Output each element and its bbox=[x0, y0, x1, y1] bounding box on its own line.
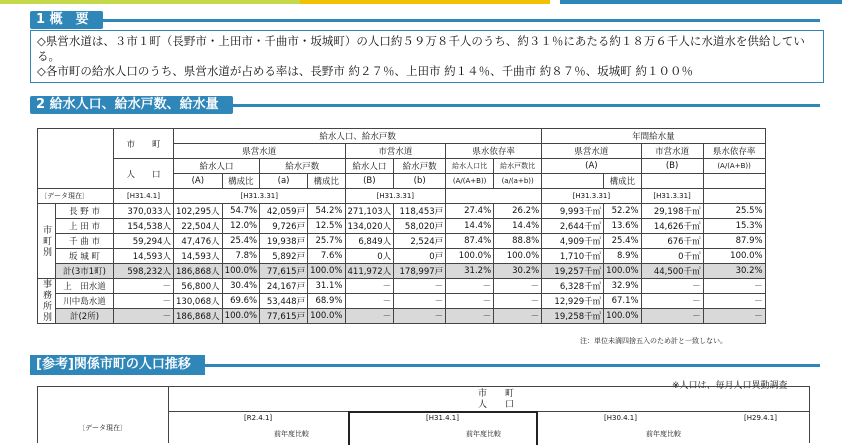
header-dep-formula-2: (a/(a+b)) bbox=[494, 174, 542, 189]
cell-d1: 27.4% bbox=[446, 204, 494, 219]
cell-va: 4,909千㎥ bbox=[542, 234, 604, 249]
data-date-pref: [H31.3.31] bbox=[174, 189, 346, 204]
cell-vd: 30.2% bbox=[703, 264, 765, 279]
header-a-small: (a) bbox=[260, 174, 308, 189]
cell-vr: 32.9% bbox=[604, 279, 641, 294]
cell-r1: 30.4% bbox=[222, 279, 259, 294]
cell-d2: 26.2% bbox=[494, 204, 542, 219]
cell-d2: 30.2% bbox=[494, 264, 542, 279]
cell-ha: 9,726戸 bbox=[260, 219, 308, 234]
cell-vd: － bbox=[703, 309, 765, 324]
reference-date-h30: [H30.4.1] bbox=[604, 414, 637, 422]
cell-pb: 134,020人 bbox=[345, 219, 394, 234]
cell-d2: － bbox=[494, 279, 542, 294]
header-dep-formula-1: (A/(A+B)) bbox=[446, 174, 494, 189]
cell-pop: 598,232人 bbox=[114, 264, 174, 279]
cell-va: 6,328千㎥ bbox=[542, 279, 604, 294]
cell-va: 9,993千㎥ bbox=[542, 204, 604, 219]
cell-vb: 676千㎥ bbox=[641, 234, 703, 249]
cell-pop: 154,538人 bbox=[114, 219, 174, 234]
reference-header bbox=[30, 355, 820, 375]
cell-pb: 0人 bbox=[345, 249, 394, 264]
header-vol-b: (B) bbox=[641, 159, 703, 174]
header-corner bbox=[38, 129, 114, 189]
cell-vr: 100.0% bbox=[604, 309, 641, 324]
top-color-strip bbox=[0, 0, 842, 6]
header-muni2: 市営水道 bbox=[641, 144, 703, 159]
cell-r1: 12.0% bbox=[222, 219, 259, 234]
header-hh-b: 給水戸数 bbox=[394, 159, 446, 174]
table-note: 注：単位未満四捨五入のため計と一致しない。 bbox=[580, 337, 727, 345]
table-row bbox=[38, 204, 766, 219]
header-vol-a: (A) bbox=[542, 159, 641, 174]
cell-pop: － bbox=[114, 309, 174, 324]
reference-cmp-3: 前年度比較 bbox=[646, 430, 681, 438]
data-date-pop: [H31.4.1] bbox=[114, 189, 174, 204]
cell-vb: － bbox=[641, 279, 703, 294]
table-row bbox=[38, 219, 766, 234]
overview-line-2: ◇各市町の給水人口のうち、県営水道が占める率は、長野市 約２７％、上田市 約１４％、千曲市 約８７％、坂城町 約１００％ bbox=[37, 64, 693, 78]
cell-vb: － bbox=[641, 309, 703, 324]
cell-pb: － bbox=[345, 309, 394, 324]
header-annual: 年間給水量 bbox=[542, 129, 765, 144]
cell-vb: － bbox=[641, 294, 703, 309]
cell-d2: － bbox=[494, 294, 542, 309]
cell-r2: 54.2% bbox=[308, 204, 345, 219]
row-group-label: 市町別 bbox=[38, 204, 56, 279]
cell-pb: 411,972人 bbox=[345, 264, 394, 279]
header-supply: 給水人口、給水戸数 bbox=[174, 129, 542, 144]
cell-r2: 100.0% bbox=[308, 309, 345, 324]
cell-vr: 25.4% bbox=[604, 234, 641, 249]
reference-date-h29: [H29.4.1] bbox=[744, 414, 777, 422]
cell-hb: － bbox=[394, 309, 446, 324]
reference-header-city: 市 町 人 口 bbox=[478, 389, 515, 410]
table-row bbox=[38, 294, 766, 309]
cell-name: 上 田水道 bbox=[56, 279, 114, 294]
cell-ha: 77,615戸 bbox=[260, 309, 308, 324]
cell-va: 2,644千㎥ bbox=[542, 219, 604, 234]
cell-r1: 54.7% bbox=[222, 204, 259, 219]
header-pref: 県営水道 bbox=[174, 144, 346, 159]
table-row bbox=[38, 279, 766, 294]
cell-hb: － bbox=[394, 279, 446, 294]
cell-d1: － bbox=[446, 294, 494, 309]
header-pop-b: 給水人口 bbox=[345, 159, 394, 174]
row-group-label: 事務所別 bbox=[38, 279, 56, 324]
cell-pop: 59,294人 bbox=[114, 234, 174, 249]
reference-date-label: 〔データ現在〕 bbox=[78, 424, 127, 432]
total-row-cities bbox=[38, 264, 766, 279]
cell-r1: 25.4% bbox=[222, 234, 259, 249]
reference-cmp-1: 前年度比較 bbox=[274, 430, 309, 438]
data-date-label: 〔データ現在〕 bbox=[38, 189, 114, 204]
cell-pb: 271,103人 bbox=[345, 204, 394, 219]
cell-pop: 370,033人 bbox=[114, 204, 174, 219]
header-ratio-2: 構成比 bbox=[308, 174, 345, 189]
data-date-muni: [H31.3.31] bbox=[345, 189, 446, 204]
cell-name: 計(3市1町) bbox=[56, 264, 114, 279]
cell-hb: 118,453戸 bbox=[394, 204, 446, 219]
header-dep: 県水依存率 bbox=[446, 144, 542, 159]
cell-vb: 0千㎥ bbox=[641, 249, 703, 264]
cell-pa: 47,476人 bbox=[174, 234, 223, 249]
header-vol-empty-3 bbox=[703, 174, 765, 189]
cell-name: 川中島水道 bbox=[56, 294, 114, 309]
cell-hb: 2,524戸 bbox=[394, 234, 446, 249]
cell-vd: 25.5% bbox=[703, 204, 765, 219]
cell-d1: 14.4% bbox=[446, 219, 494, 234]
cell-pb: － bbox=[345, 294, 394, 309]
cell-ha: 42,059戸 bbox=[260, 204, 308, 219]
reference-date-r2: [R2.4.1] bbox=[244, 414, 273, 422]
cell-pb: － bbox=[345, 279, 394, 294]
cell-ha: 5,892戸 bbox=[260, 249, 308, 264]
cell-r2: 25.7% bbox=[308, 234, 345, 249]
cell-vr: 8.9% bbox=[604, 249, 641, 264]
header-vol-dep: (A/(A+B)) bbox=[703, 159, 765, 174]
section-2-header bbox=[30, 96, 820, 114]
cell-r2: 7.6% bbox=[308, 249, 345, 264]
cell-pop: － bbox=[114, 294, 174, 309]
header-dep2: 県水依存率 bbox=[703, 144, 765, 159]
cell-d1: － bbox=[446, 309, 494, 324]
cell-pop: 14,593人 bbox=[114, 249, 174, 264]
cell-hb: 178,997戸 bbox=[394, 264, 446, 279]
cell-r2: 68.9% bbox=[308, 294, 345, 309]
header-dep-pop: 給水人口比 bbox=[446, 159, 494, 174]
cell-hb: 58,020戸 bbox=[394, 219, 446, 234]
cell-pa: 186,868人 bbox=[174, 264, 223, 279]
cell-vr: 13.6% bbox=[604, 219, 641, 234]
cell-va: 12,929千㎥ bbox=[542, 294, 604, 309]
header-pref2: 県営水道 bbox=[542, 144, 641, 159]
cell-va: 1,710千㎥ bbox=[542, 249, 604, 264]
cell-ha: 53,448戸 bbox=[260, 294, 308, 309]
data-date-vol-pref: [H31.3.31] bbox=[542, 189, 641, 204]
cell-vd: － bbox=[703, 294, 765, 309]
cell-d1: 100.0% bbox=[446, 249, 494, 264]
cell-vr: 67.1% bbox=[604, 294, 641, 309]
cell-hb: － bbox=[394, 294, 446, 309]
overview-line-1: ◇県営水道は、３市１町（長野市・上田市・千曲市・坂城町）の人口約５９万８千人のうち、約３１％にあたる約１８万６千人に水道水を供給している。 bbox=[37, 34, 805, 63]
cell-d2: － bbox=[494, 309, 542, 324]
cell-hb: 0戸 bbox=[394, 249, 446, 264]
cell-vd: 15.3% bbox=[703, 219, 765, 234]
cell-d2: 88.8% bbox=[494, 234, 542, 249]
header-city: 市 町 bbox=[114, 129, 174, 159]
header-pop: 人 口 bbox=[114, 159, 174, 189]
cell-pa: 56,800人 bbox=[174, 279, 223, 294]
cell-pop: － bbox=[114, 279, 174, 294]
header-pop-a: 給水人口 bbox=[174, 159, 260, 174]
table-row bbox=[38, 234, 766, 249]
cell-va: 19,258千㎥ bbox=[542, 309, 604, 324]
cell-name: 坂 城 町 bbox=[56, 249, 114, 264]
cell-d1: 87.4% bbox=[446, 234, 494, 249]
cell-vr: 52.2% bbox=[604, 204, 641, 219]
header-a: (A) bbox=[174, 174, 223, 189]
section-1-title: 1 概 要 bbox=[30, 11, 103, 29]
data-date-vol-muni: [H31.3.31] bbox=[641, 189, 703, 204]
cell-vb: 44,500千㎥ bbox=[641, 264, 703, 279]
cell-pa: 14,593人 bbox=[174, 249, 223, 264]
header-vol-ratio: 構成比 bbox=[604, 174, 641, 189]
reference-cmp-2: 前年度比較 bbox=[466, 430, 501, 438]
cell-d1: 31.2% bbox=[446, 264, 494, 279]
reference-title: [参考]関係市町の人口推移 bbox=[30, 355, 205, 375]
cell-name: 長 野 市 bbox=[56, 204, 114, 219]
cell-r1: 7.8% bbox=[222, 249, 259, 264]
reference-table bbox=[37, 386, 810, 443]
cell-d2: 100.0% bbox=[494, 249, 542, 264]
cell-r2: 100.0% bbox=[308, 264, 345, 279]
header-b-small: (b) bbox=[394, 174, 446, 189]
cell-vd: － bbox=[703, 279, 765, 294]
overview-box bbox=[30, 30, 824, 83]
header-vol-empty-2 bbox=[641, 174, 703, 189]
reference-date-h31: [H31.4.1] bbox=[426, 414, 459, 422]
cell-ha: 24,167戸 bbox=[260, 279, 308, 294]
cell-vd: 87.9% bbox=[703, 234, 765, 249]
cell-pa: 22,504人 bbox=[174, 219, 223, 234]
cell-r1: 100.0% bbox=[222, 309, 259, 324]
cell-r1: 69.6% bbox=[222, 294, 259, 309]
cell-vd: 100.0% bbox=[703, 249, 765, 264]
cell-d2: 14.4% bbox=[494, 219, 542, 234]
water-supply-table bbox=[37, 128, 766, 324]
cell-name: 上 田 市 bbox=[56, 219, 114, 234]
header-dep-hh: 給水戸数比 bbox=[494, 159, 542, 174]
cell-r2: 12.5% bbox=[308, 219, 345, 234]
cell-vr: 100.0% bbox=[604, 264, 641, 279]
cell-pa: 130,068人 bbox=[174, 294, 223, 309]
reference-note: ※人口は、毎月人口異動調査 bbox=[672, 381, 788, 391]
section-2-title: 2 給水人口、給水戸数、給水量 bbox=[30, 96, 233, 114]
cell-r1: 100.0% bbox=[222, 264, 259, 279]
cell-ha: 19,938戸 bbox=[260, 234, 308, 249]
header-vol-empty bbox=[542, 174, 604, 189]
cell-name: 千 曲 市 bbox=[56, 234, 114, 249]
cell-pa: 102,295人 bbox=[174, 204, 223, 219]
cell-va: 19,257千㎥ bbox=[542, 264, 604, 279]
cell-pb: 6,849人 bbox=[345, 234, 394, 249]
cell-name: 計(2所) bbox=[56, 309, 114, 324]
cell-vb: 29,198千㎥ bbox=[641, 204, 703, 219]
header-b: (B) bbox=[345, 174, 394, 189]
total-row-offices bbox=[38, 309, 766, 324]
table-row bbox=[38, 249, 766, 264]
cell-r2: 31.1% bbox=[308, 279, 345, 294]
header-ratio-1: 構成比 bbox=[222, 174, 259, 189]
header-muni: 市営水道 bbox=[345, 144, 446, 159]
reference-highlight-box bbox=[348, 411, 538, 445]
cell-ha: 77,615戸 bbox=[260, 264, 308, 279]
cell-vb: 14,626千㎥ bbox=[641, 219, 703, 234]
header-hh-a: 給水戸数 bbox=[260, 159, 345, 174]
cell-d1: － bbox=[446, 279, 494, 294]
cell-pa: 186,868人 bbox=[174, 309, 223, 324]
section-1-header bbox=[30, 11, 820, 29]
